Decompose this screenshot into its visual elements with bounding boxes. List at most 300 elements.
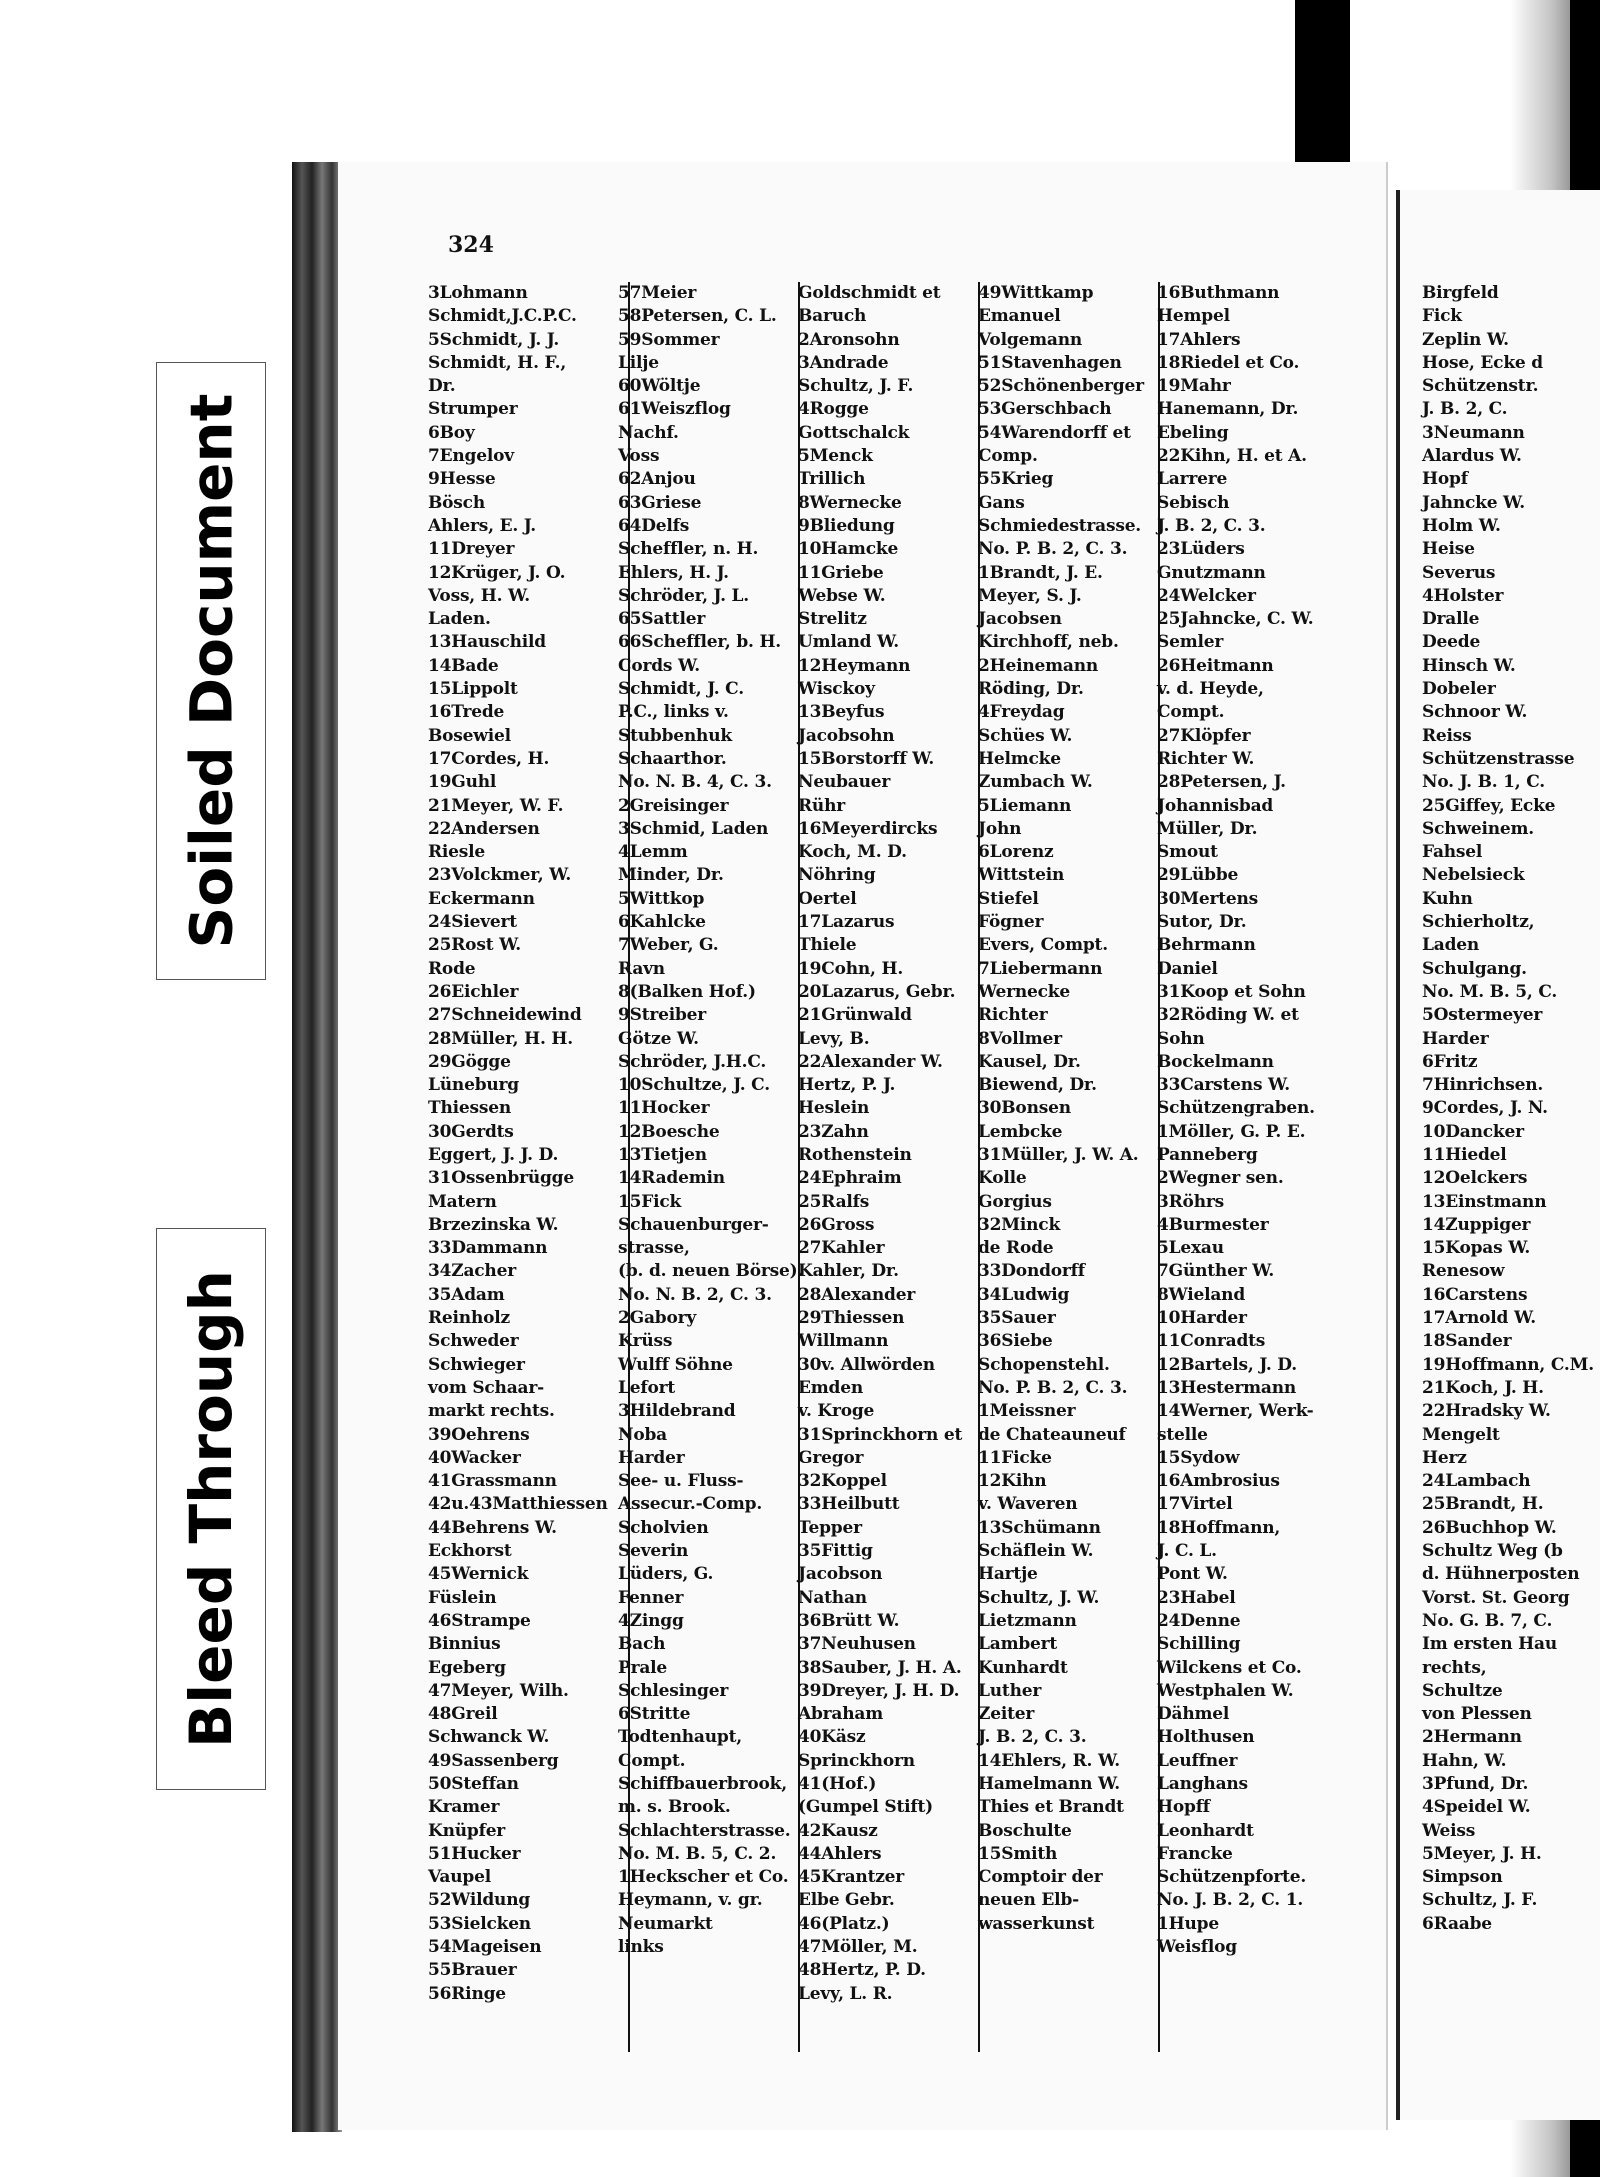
directory-entry: Thies et Brandt	[978, 1797, 1124, 1818]
directory-entry: Cords W.	[618, 655, 700, 676]
directory-entry: No. N. B. 4, C. 3.	[618, 772, 772, 793]
directory-entry: Richter W.	[1157, 748, 1255, 769]
directory-entry: 35Fittig	[798, 1541, 873, 1562]
directory-entry: Schröder, J. L.	[618, 585, 749, 606]
directory-entry: No. P. B. 2, C. 3.	[978, 1377, 1128, 1398]
directory-entry: Leonhardt	[1157, 1820, 1254, 1841]
directory-entry: 53Sielcken	[428, 1913, 531, 1934]
directory-entry: 15Lippolt	[428, 679, 518, 700]
directory-entry: Schultze	[1422, 1680, 1503, 1701]
directory-entry: 11Hocker	[618, 1098, 710, 1119]
directory-entry: 33Carstens W.	[1157, 1075, 1291, 1096]
directory-entry: 63Griese	[618, 492, 702, 513]
directory-column-4	[978, 282, 1158, 1936]
directory-entry: 12Oelckers	[1422, 1168, 1528, 1189]
directory-entry: No. J. B. 2, C. 1.	[1157, 1890, 1304, 1911]
directory-entry: markt rechts.	[428, 1401, 555, 1422]
directory-entry: Kunhardt	[978, 1657, 1068, 1678]
directory-entry: Wilckens et Co.	[1157, 1657, 1302, 1678]
directory-entry: Levy, L. R.	[798, 1983, 893, 2004]
directory-entry: 15Fick	[618, 1191, 682, 1212]
directory-entry: Semler	[1157, 632, 1224, 653]
directory-entry: 7Liebermann	[978, 958, 1103, 979]
directory-entry: 2Wegner sen.	[1157, 1168, 1284, 1189]
directory-entry: Gnutzmann	[1157, 562, 1266, 583]
directory-entry: 13Beyfus	[798, 702, 885, 723]
directory-entry: 21Koch, J. H.	[1422, 1377, 1544, 1398]
directory-entry: Dähmel	[1157, 1704, 1230, 1725]
directory-entry: 13Hauschild	[428, 632, 546, 653]
directory-entry: 58Petersen, C. L.	[618, 306, 777, 327]
directory-entry: Behrmann	[1157, 935, 1256, 956]
directory-entry: 4Freydag	[978, 702, 1065, 723]
directory-entry: 18Hoffmann,	[1157, 1517, 1281, 1538]
directory-entry: 28Alexander	[798, 1284, 916, 1305]
directory-entry: Vaupel	[428, 1867, 491, 1888]
directory-entry: Schultz, J. F.	[798, 376, 914, 397]
directory-entry: Prale	[618, 1657, 668, 1678]
directory-entry: Wulff Söhne	[618, 1354, 733, 1375]
directory-entry: 8(Balken Hof.)	[618, 981, 756, 1002]
directory-entry: Abraham	[798, 1704, 884, 1725]
directory-entry: Webse W.	[798, 585, 886, 606]
directory-entry: Daniel	[1157, 958, 1218, 979]
directory-entry: 55Brauer	[428, 1960, 517, 1981]
directory-entry: Füslein	[428, 1587, 497, 1608]
directory-entry: neuen Elb-	[978, 1890, 1079, 1911]
directory-entry: Emanuel	[978, 306, 1061, 327]
directory-entry: 4Speidel W.	[1422, 1797, 1531, 1818]
directory-entry: Holm W.	[1422, 515, 1501, 536]
directory-entry: Jacobson	[798, 1564, 883, 1585]
directory-entry: 36Siebe	[978, 1331, 1053, 1352]
directory-entry: Hopf	[1422, 469, 1468, 490]
directory-entry: Jacobsen	[978, 609, 1062, 630]
directory-entry: Schweinem.	[1422, 818, 1534, 839]
directory-entry: 59Sommer	[618, 329, 720, 350]
directory-entry: 6Kahlcke	[618, 912, 706, 933]
directory-entry: Dobeler	[1422, 679, 1496, 700]
directory-entry: 50Steffan	[428, 1774, 519, 1794]
directory-entry: de Rode	[978, 1238, 1054, 1259]
directory-entry: Neumarkt	[618, 1913, 713, 1934]
directory-entry: Lüneburg	[428, 1075, 519, 1096]
directory-entry: Harder	[618, 1447, 685, 1468]
directory-entry: Fögner	[978, 912, 1044, 933]
directory-column-6	[1422, 282, 1600, 1936]
directory-entry: 62Anjou	[618, 469, 696, 490]
directory-entry: 3Röhrs	[1157, 1191, 1224, 1212]
directory-entry: Birgfeld	[1422, 283, 1499, 303]
directory-entry: Im ersten Hau	[1422, 1634, 1557, 1655]
directory-entry: Elbe Gebr.	[798, 1890, 895, 1911]
directory-entry: Bosewiel	[428, 725, 511, 746]
directory-entry: Fahsel	[1422, 842, 1483, 863]
directory-entry: 24Sievert	[428, 912, 517, 933]
directory-entry: 32Minck	[978, 1214, 1061, 1235]
directory-entry: Langhans	[1157, 1774, 1248, 1794]
directory-entry: 12Boesche	[618, 1121, 720, 1142]
directory-entry: Schmidt,J.C.P.C.	[428, 306, 577, 327]
directory-entry: Scheffler, n. H.	[618, 539, 759, 560]
directory-entry: 12Bartels, J. D.	[1157, 1354, 1297, 1375]
directory-entry: Schützengraben.	[1157, 1098, 1315, 1119]
directory-entry: Compt.	[1157, 702, 1225, 723]
directory-entry: 26Gross	[798, 1214, 875, 1235]
directory-entry: 35Adam	[428, 1284, 505, 1305]
directory-entry: Reinholz	[428, 1308, 510, 1329]
directory-entry: Biewend, Dr.	[978, 1075, 1097, 1096]
directory-entry: 14Rademin	[618, 1168, 725, 1189]
directory-entry: Dralle	[1422, 609, 1480, 630]
directory-entry: 25Ralfs	[798, 1191, 870, 1212]
directory-entry: Schäflein W.	[978, 1541, 1094, 1562]
directory-entry: Leuffner	[1157, 1750, 1238, 1771]
directory-entry: 6Lorenz	[978, 842, 1054, 863]
directory-entry: Reiss	[1422, 725, 1472, 746]
directory-entry: Schultz, J. W.	[978, 1587, 1100, 1608]
directory-entry: 5Lexau	[1157, 1238, 1224, 1259]
directory-entry: P.C., links v.	[618, 702, 729, 723]
directory-entry: 39Dreyer, J. H. D.	[798, 1680, 960, 1701]
directory-entry: Baruch	[798, 306, 867, 327]
directory-entry: links	[618, 1937, 664, 1958]
directory-entry: Lambert	[978, 1634, 1058, 1655]
directory-entry: 16Carstens	[1422, 1284, 1528, 1305]
directory-entry: Richter	[978, 1005, 1048, 1026]
directory-entry: 49Wittkamp	[978, 283, 1094, 303]
directory-entry: 56Ringe	[428, 1983, 506, 2004]
directory-entry: 42u.43Matthiessen	[428, 1494, 608, 1515]
directory-entry: Sprinckhorn	[798, 1750, 915, 1771]
directory-entry: Heslein	[798, 1098, 870, 1119]
directory-entry: de Chateauneuf	[978, 1424, 1126, 1445]
directory-entry: 2Gabory	[618, 1308, 697, 1329]
directory-entry: Laden.	[428, 609, 491, 630]
directory-entry: Helmcke	[978, 748, 1061, 769]
directory-entry: Knüpfer	[428, 1820, 506, 1841]
directory-entry: Goldschmidt et	[798, 283, 941, 303]
directory-entry: Schulgang.	[1422, 958, 1527, 979]
directory-entry: 48Hertz, P. D.	[798, 1960, 926, 1981]
directory-entry: No. N. B. 2, C. 3.	[618, 1284, 772, 1305]
directory-entry: 8Wernecke	[798, 492, 902, 513]
directory-entry: 6Fritz	[1422, 1051, 1478, 1072]
directory-entry: 15Kopas W.	[1422, 1238, 1531, 1259]
directory-entry: Tepper	[798, 1517, 862, 1538]
directory-entry: Vorst. St. Georg	[1422, 1587, 1570, 1608]
directory-entry: 16Trede	[428, 702, 505, 723]
directory-entry: Schaarthor.	[618, 748, 727, 769]
directory-entry: 45Krantzer	[798, 1867, 905, 1888]
directory-entry: 65Sattler	[618, 609, 706, 630]
directory-entry: 47Möller, M.	[798, 1937, 918, 1958]
directory-entry: 8Wieland	[1157, 1284, 1246, 1305]
directory-entry: 49Sassenberg	[428, 1750, 559, 1771]
directory-entry: wasserkunst	[978, 1913, 1095, 1934]
directory-entry: Comp.	[978, 446, 1038, 467]
directory-entry: Renesow	[1422, 1261, 1505, 1282]
directory-entry: 24Welcker	[1157, 585, 1256, 606]
directory-entry: Voss, H. W.	[428, 585, 531, 606]
directory-entry: 10Dancker	[1422, 1121, 1524, 1142]
directory-entry: Schopenstehl.	[978, 1354, 1110, 1375]
directory-entry: Schmidt, H. F.,	[428, 352, 567, 373]
directory-entry: 30Mertens	[1157, 888, 1259, 909]
directory-entry: 14Zuppiger	[1422, 1214, 1531, 1235]
directory-entry: 4Burmester	[1157, 1214, 1269, 1235]
directory-entry: Umland W.	[798, 632, 900, 653]
directory-entry: Eckermann	[428, 888, 535, 909]
directory-entry: Kirchhoff, neb.	[978, 632, 1119, 653]
directory-entry: 38Sauber, J. H. A.	[798, 1657, 962, 1678]
directory-entry: Hempel	[1157, 306, 1230, 327]
directory-entry: Weisflog	[1157, 1937, 1237, 1958]
directory-column-3	[798, 282, 980, 2006]
directory-entry: 3Schmid, Laden	[618, 818, 769, 839]
directory-column-1	[428, 282, 623, 2006]
directory-entry: 14Werner, Werk-	[1157, 1401, 1314, 1422]
directory-entry: Trillich	[798, 469, 866, 490]
directory-entry: Kuhn	[1422, 888, 1473, 909]
directory-entry: 14Bade	[428, 655, 499, 676]
directory-entry: 47Meyer, Wilh.	[428, 1680, 569, 1701]
directory-entry: Minder, Dr.	[618, 865, 724, 886]
directory-entry: 1Hupe	[1157, 1913, 1219, 1934]
directory-entry: 21Meyer, W. F.	[428, 795, 564, 816]
directory-entry: Compt.	[618, 1750, 686, 1771]
directory-entry: Nebelsieck	[1422, 865, 1525, 886]
directory-entry: Smout	[1157, 842, 1218, 863]
directory-entry: J. B. 2, C. 3.	[978, 1727, 1087, 1748]
directory-entry: 6Boy	[428, 422, 475, 443]
directory-entry: Jahncke W.	[1422, 492, 1526, 513]
directory-entry: Schützenstr.	[1422, 376, 1539, 397]
directory-entry: Gans	[978, 492, 1025, 513]
directory-entry: 11Dreyer	[428, 539, 515, 560]
directory-entry: 16Ambrosius	[1157, 1471, 1280, 1492]
directory-entry: 27Kahler	[798, 1238, 885, 1259]
directory-entry: 18Sander	[1422, 1331, 1512, 1352]
directory-entry: Stubbenhuk	[618, 725, 732, 746]
directory-entry: Dr.	[428, 376, 456, 397]
directory-entry: Müller, Dr.	[1157, 818, 1258, 839]
directory-entry: Zumbach W.	[978, 772, 1093, 793]
directory-entry: Willmann	[798, 1331, 889, 1352]
directory-entry: Rühr	[798, 795, 846, 816]
directory-entry: 23Lüders	[1157, 539, 1245, 560]
directory-entry: 25Giffey, Ecke	[1422, 795, 1556, 816]
directory-entry: Hinsch W.	[1422, 655, 1516, 676]
directory-entry: 20Lazarus, Gebr.	[798, 981, 956, 1002]
directory-entry: 27Klöpfer	[1157, 725, 1251, 746]
directory-entry: 23Zahn	[798, 1121, 869, 1142]
directory-entry: 5Wittkop	[618, 888, 705, 909]
directory-entry: No. P. B. 2, C. 3.	[978, 539, 1128, 560]
directory-entry: Assecur.-Comp.	[618, 1494, 763, 1515]
directory-entry: 42Kausz	[798, 1820, 878, 1841]
directory-entry: 31Müller, J. W. A.	[978, 1144, 1139, 1165]
directory-entry: 5Menck	[798, 446, 873, 467]
directory-entry: 54Mageisen	[428, 1937, 542, 1958]
directory-entry: 22Kihn, H. et A.	[1157, 446, 1307, 467]
directory-entry: 7Hinrichsen.	[1422, 1075, 1544, 1096]
directory-entry: Lüders, G.	[618, 1564, 714, 1585]
directory-entry: No. M. B. 5, C.	[1422, 981, 1558, 1002]
directory-entry: 8Vollmer	[978, 1028, 1062, 1049]
directory-entry: 66Scheffler, b. H.	[618, 632, 782, 653]
directory-entry: 51Hucker	[428, 1843, 521, 1864]
directory-entry: 32Röding W. et	[1157, 1005, 1299, 1026]
directory-entry: v. d. Heyde,	[1157, 679, 1264, 700]
directory-entry: Schultz, J. F.	[1422, 1890, 1538, 1911]
directory-entry: 3Neumann	[1422, 422, 1525, 443]
directory-entry: 9Hesse	[428, 469, 496, 490]
directory-entry: 11Ficke	[978, 1447, 1052, 1468]
directory-entry: 17Virtel	[1157, 1494, 1233, 1515]
directory-entry: Hose, Ecke d	[1422, 352, 1543, 373]
directory-entry: 5Schmidt, J. J.	[428, 329, 560, 350]
directory-entry: 52Schönenberger	[978, 376, 1144, 397]
directory-entry: Thiele	[798, 935, 857, 956]
directory-entry: Hertz, P. J.	[798, 1075, 896, 1096]
directory-entry: 51Stavenhagen	[978, 352, 1122, 373]
directory-entry: 34Ludwig	[978, 1284, 1070, 1305]
directory-entry: Schützenstrasse	[1422, 748, 1575, 769]
directory-entry: Schweder	[428, 1331, 519, 1352]
directory-entry: Francke	[1157, 1843, 1233, 1864]
directory-entry: Schwieger	[428, 1354, 525, 1375]
directory-entry: 41Grassmann	[428, 1471, 557, 1492]
directory-entry: Hartje	[978, 1564, 1038, 1585]
directory-entry: Bockelmann	[1157, 1051, 1274, 1072]
directory-entry: Ahlers, E. J.	[428, 515, 537, 536]
directory-entry: m. s. Brook.	[618, 1797, 731, 1818]
directory-entry: Sebisch	[1157, 492, 1230, 513]
directory-entry: 64Delfs	[618, 515, 690, 536]
directory-entry: 13Schümann	[978, 1517, 1101, 1538]
directory-entry: 29Lübbe	[1157, 865, 1239, 886]
directory-entry: 26Buchhop W.	[1422, 1517, 1557, 1538]
directory-entry: 21Grünwald	[798, 1005, 912, 1026]
directory-entry: Binnius	[428, 1634, 501, 1655]
directory-entry: 25Jahncke, C. W.	[1157, 609, 1314, 630]
directory-entry: 11Griebe	[798, 562, 884, 583]
page-number: 324	[448, 232, 494, 258]
directory-entry: 3Andrade	[798, 352, 889, 373]
directory-entry: 29Gögge	[428, 1051, 511, 1072]
directory-entry: 17Arnold W.	[1422, 1308, 1536, 1329]
directory-entry: 40Käsz	[798, 1727, 866, 1748]
directory-entry: 10Harder	[1157, 1308, 1247, 1329]
directory-entry: Panneberg	[1157, 1144, 1258, 1165]
directory-entry: Schauenburger-	[618, 1214, 769, 1235]
directory-entry: Nöhring	[798, 865, 876, 886]
directory-entry: Lefort	[618, 1377, 676, 1398]
directory-entry: Strumper	[428, 399, 518, 420]
directory-entry: Lietzmann	[978, 1610, 1077, 1631]
directory-entry: Stiefel	[978, 888, 1039, 909]
directory-entry: Fenner	[618, 1587, 684, 1608]
directory-entry: Harder	[1422, 1028, 1489, 1049]
directory-entry: d. Hühnerposten	[1422, 1564, 1580, 1585]
directory-entry: 22Andersen	[428, 818, 540, 839]
directory-entry: Gorgius	[978, 1191, 1052, 1212]
directory-entry: Herz	[1422, 1447, 1467, 1468]
directory-column-5	[1157, 282, 1345, 1959]
directory-entry: 24Ephraim	[798, 1168, 902, 1189]
directory-entry: Schlachterstrasse.	[618, 1820, 791, 1841]
directory-entry: Schües W.	[978, 725, 1073, 746]
directory-entry: Ehlers, H. J.	[618, 562, 729, 583]
directory-entry: 57Meier	[618, 283, 697, 303]
directory-entry: 2Hermann	[1422, 1727, 1522, 1748]
directory-entry: rechts,	[1422, 1657, 1487, 1678]
directory-entry: Strelitz	[798, 609, 867, 630]
directory-entry: 13Hestermann	[1157, 1377, 1297, 1398]
directory-entry: Koch, M. D.	[798, 842, 907, 863]
directory-entry: Severus	[1422, 562, 1496, 583]
directory-entry: Holthusen	[1157, 1727, 1255, 1748]
directory-entry: Kolle	[978, 1168, 1027, 1189]
directory-entry: 6Stritte	[618, 1704, 691, 1725]
directory-entry: 3Lohmann	[428, 283, 528, 303]
directory-entry: 5Liemann	[978, 795, 1072, 816]
directory-entry: Fick	[1422, 306, 1462, 327]
directory-entry: 39Oehrens	[428, 1424, 530, 1445]
directory-entry: Schmiedestrasse.	[978, 515, 1142, 536]
directory-entry: 46Strampe	[428, 1610, 531, 1631]
directory-entry: 1Möller, G. P. E.	[1157, 1121, 1306, 1142]
directory-entry: strasse,	[618, 1238, 690, 1259]
directory-entry: Eckhorst	[428, 1541, 512, 1562]
directory-entry: Larrere	[1157, 469, 1228, 490]
directory-entry: Schröder, J.H.C.	[618, 1051, 767, 1072]
directory-entry: 10Hamcke	[798, 539, 899, 560]
directory-entry: Emden	[798, 1377, 864, 1398]
directory-entry: 12Heymann	[798, 655, 911, 676]
directory-entry: 60Wöltje	[618, 376, 701, 397]
directory-entry: 54Warendorff et	[978, 422, 1131, 443]
soiled-document-tab	[156, 362, 266, 980]
directory-entry: Heise	[1422, 539, 1475, 560]
directory-entry: Bösch	[428, 492, 485, 513]
directory-entry: 4Rogge	[798, 399, 869, 420]
book-spine	[292, 162, 342, 2132]
directory-entry: Kahler, Dr.	[798, 1261, 899, 1282]
directory-entry: 16Buthmann	[1157, 283, 1280, 303]
directory-entry: 5Meyer, J. H.	[1422, 1843, 1542, 1864]
directory-entry: Johannisbad	[1157, 795, 1274, 816]
directory-entry: 5Ostermeyer	[1422, 1005, 1543, 1026]
directory-entry: 15Sydow	[1157, 1447, 1240, 1468]
directory-entry: 18Riedel et Co.	[1157, 352, 1300, 373]
directory-entry: 28Petersen, J.	[1157, 772, 1286, 793]
directory-entry: Riesle	[428, 842, 486, 863]
directory-entry: von Plessen	[1422, 1704, 1532, 1725]
directory-entry: 17Lazarus	[798, 912, 895, 933]
directory-entry: 9Cordes, J. N.	[1422, 1098, 1548, 1119]
directory-entry: 34Zacher	[428, 1261, 516, 1282]
directory-entry: stelle	[1157, 1424, 1208, 1445]
directory-entry: vom Schaar-	[428, 1377, 544, 1398]
directory-entry: Simpson	[1422, 1867, 1503, 1888]
directory-entry: 12Kihn	[978, 1471, 1047, 1492]
directory-entry: Todtenhaupt,	[618, 1727, 742, 1748]
directory-entry: Ravn	[618, 958, 665, 979]
directory-entry: Comptoir der	[978, 1867, 1103, 1888]
directory-entry: No. M. B. 5, C. 2.	[618, 1843, 777, 1864]
